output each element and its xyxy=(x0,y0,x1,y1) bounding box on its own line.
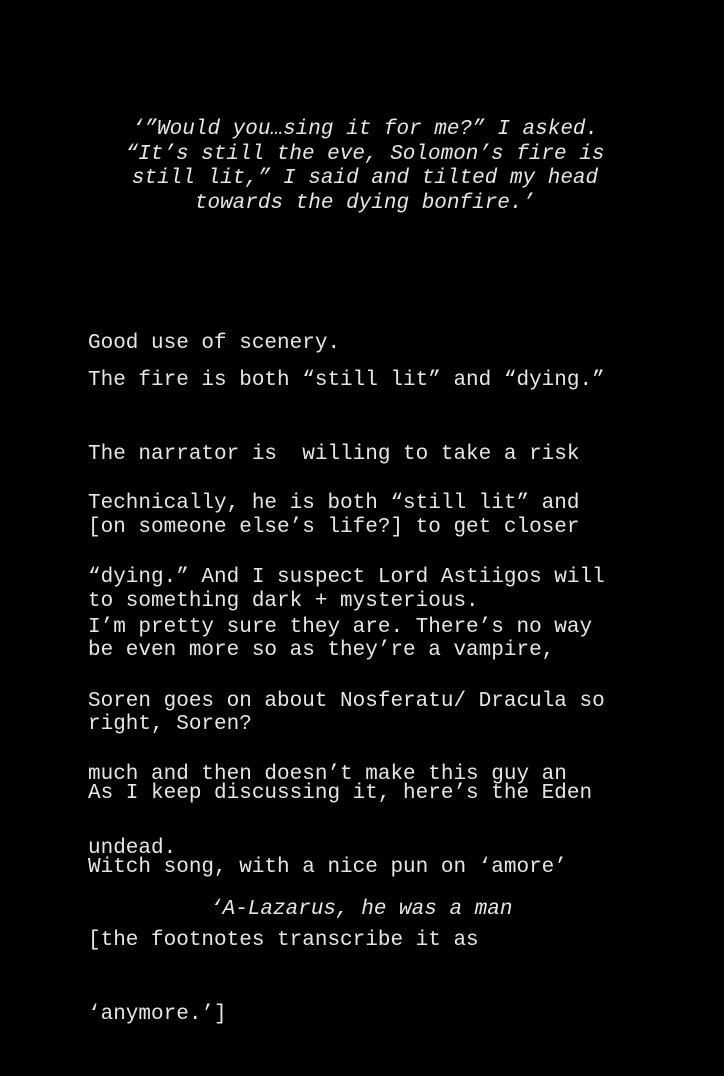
paragraph-line: I’m pretty sure they are. There’s no way xyxy=(88,616,593,639)
paragraph-line: [the footnotes transcribe it as xyxy=(88,929,479,952)
paragraph-line: The narrator is willing to take a risk xyxy=(88,442,580,466)
paragraph-line: be even more so as they’re a vampire, xyxy=(88,639,555,662)
paragraph-line: Witch song, with a nice pun on ‘amore’ xyxy=(88,855,567,879)
quote-line: still lit,” I said and tilted my head xyxy=(131,167,599,190)
paragraph-line: Good use of scenery. xyxy=(88,332,341,355)
paragraph-line: [on someone else’s life?] to get closer xyxy=(88,516,580,539)
paragraph-line: to something dark + mysterious. xyxy=(88,589,479,613)
quote-line: towards the dying bonfire.’ xyxy=(194,191,536,215)
paragraph-line: The fire is both “still lit” and “dying.” xyxy=(88,369,605,392)
paragraph-line: right, Soren? xyxy=(88,712,252,736)
paragraph-line: Soren goes on about Nosferatu/ Dracula so xyxy=(88,689,605,713)
quote-line: ‘”Would you…sing it for me?” I asked. xyxy=(131,118,599,141)
paragraph-line: As I keep discussing it, here’s the Eden xyxy=(88,782,593,805)
paragraph-line: undead. xyxy=(88,836,177,860)
paragraph-line: ‘anymore.’] xyxy=(88,1002,227,1026)
quote-line: “It’s still the eve, Solomon’s fire is xyxy=(125,142,605,166)
paragraph-line: “dying.” And I suspect Lord Astiigos will xyxy=(88,565,605,589)
paragraph-line: Technically, he is both “still lit” and xyxy=(88,492,580,515)
closing-quote: ‘A-Lazarus, he was a man xyxy=(210,898,513,921)
paragraph-line: much and then doesn’t make this guy an xyxy=(88,763,567,786)
opening-quote-block xyxy=(60,118,670,216)
